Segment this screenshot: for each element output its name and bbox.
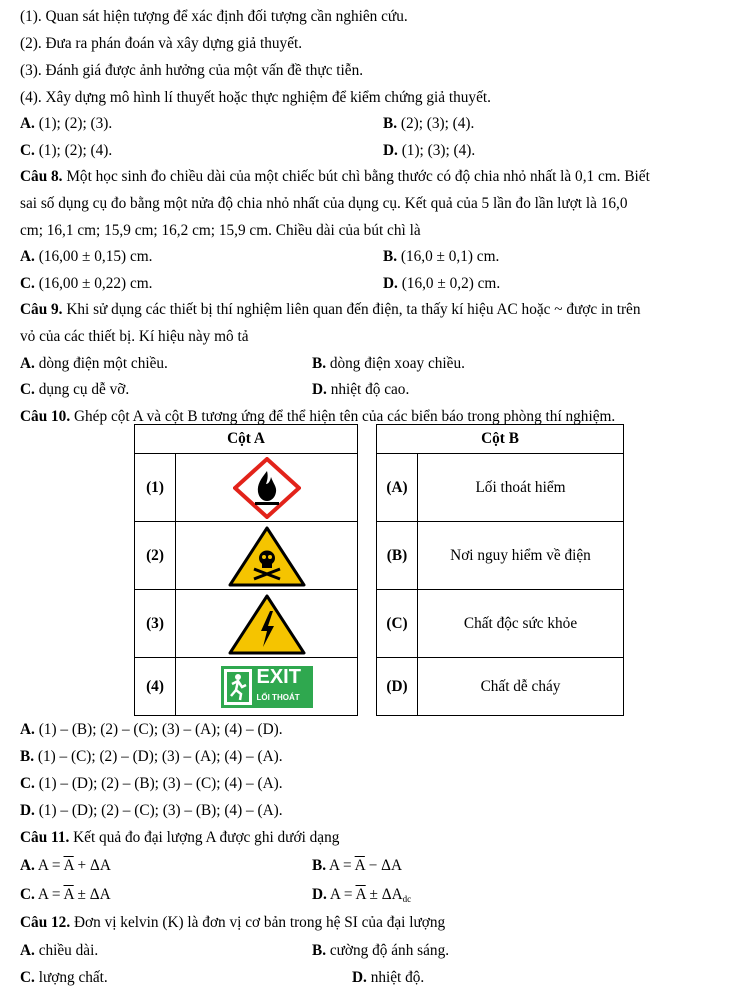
option-c: C. (1); (2); (4). bbox=[20, 142, 113, 159]
question-9: Câu 9. Khi sử dụng các thiết bị thí nghiệm liên quan đến điện, ta thấy kí hiệu AC hoặc ~ được in trên bbox=[20, 301, 641, 318]
question-10: Câu 10. Ghép cột A và cột B tương ứng để thể hiện tên của các biển báo trong phòng thí nghiệm. bbox=[20, 408, 616, 425]
q12-option-d: D. nhiệt độ. bbox=[352, 969, 425, 986]
skull-toxic-sign-icon bbox=[228, 525, 306, 587]
row-a-3-label: (3) bbox=[135, 590, 176, 658]
question-12: Câu 12. Đơn vị kelvin (K) là đơn vị cơ bản trong hệ SI của đại lượng bbox=[20, 914, 446, 931]
q12-option-b: B. cường độ ánh sáng. bbox=[312, 942, 450, 959]
option-d: D. (1); (3); (4). bbox=[383, 142, 476, 159]
question-8-line-3: cm; 16,1 cm; 15,9 cm; 16,2 cm; 15,9 cm. Chiều dài của bút chì là bbox=[20, 222, 421, 239]
exit-sign-cell bbox=[176, 658, 358, 716]
exit-sign-text: EXIT bbox=[256, 665, 301, 688]
q11-option-b: B. $A = \overline{A} - \Delta A$ bbox=[312, 857, 403, 874]
row-b-4-key: (D) bbox=[377, 658, 418, 716]
exit-sign-subtext: LỐI THOÁT bbox=[256, 692, 300, 702]
q8-option-d: D. (16,0 ± 0,2) cm. bbox=[383, 275, 501, 292]
q12-option-a: A. chiều dài. bbox=[20, 942, 99, 959]
high-voltage-sign-icon bbox=[228, 593, 306, 655]
running-man-icon bbox=[223, 668, 253, 706]
option-a: A. (1); (2); (3). bbox=[20, 115, 113, 132]
row-b-1-key: (A) bbox=[377, 454, 418, 522]
list-item-2: (2). Đưa ra phán đoán và xây dựng giả thuyết. bbox=[20, 35, 303, 52]
q11-option-d: D. $A = \overline{A} \pm \Delta A_{dc}$ bbox=[312, 886, 412, 904]
row-b-2-key: (B) bbox=[377, 522, 418, 590]
q11-option-a: A. $A = \overline{A} + \Delta A$ bbox=[20, 857, 111, 874]
option-b: B. (2); (3); (4). bbox=[383, 115, 475, 132]
row-a-4-label: (4) bbox=[135, 658, 176, 716]
row-a-2-label: (2) bbox=[135, 522, 176, 590]
q12-option-c: C. lượng chất. bbox=[20, 969, 108, 986]
row-b-3-text: Chất độc sức khỏe bbox=[418, 590, 624, 658]
row-b-1-text: Lối thoát hiểm bbox=[418, 454, 624, 522]
column-a-header: Cột A bbox=[135, 425, 358, 454]
column-b-table bbox=[376, 424, 624, 716]
question-8-line-2: sai số dụng cụ đo bằng một nửa độ chia nhỏ nhất của dụng cụ. Kết quả của 5 lần đo lần lượt là 16,0 bbox=[20, 195, 628, 212]
q8-option-c: C. (16,00 ± 0,22) cm. bbox=[20, 275, 153, 292]
question-11: Câu 11. Kết quả đo đại lượng A được ghi dưới dạng bbox=[20, 829, 340, 846]
q9-option-a: A. dòng điện một chiều. bbox=[20, 355, 168, 372]
list-item-3: (3). Đánh giá được ảnh hưởng của một vấn đề thực tiễn. bbox=[20, 62, 364, 79]
row-a-1-label: (1) bbox=[135, 454, 176, 522]
q11-option-c: C. $A = \overline{A} \pm \Delta A$ bbox=[20, 886, 111, 903]
row-b-3-key: (C) bbox=[377, 590, 418, 658]
row-b-2-text: Nơi nguy hiểm về điện bbox=[418, 522, 624, 590]
q8-option-b: B. (16,0 ± 0,1) cm. bbox=[383, 248, 500, 265]
list-item-1: (1). Quan sát hiện tượng để xác định đối tượng cần nghiên cứu. bbox=[20, 8, 408, 25]
toxic-sign-cell bbox=[176, 522, 358, 590]
q10-option-a: A. (1) – (B); (2) – (C); (3) – (A); (4) – (D). bbox=[20, 721, 283, 738]
q10-option-b: B. (1) – (C); (2) – (D); (3) – (A); (4) – (A). bbox=[20, 748, 283, 765]
question-9-line-2: vỏ của các thiết bị. Kí hiệu này mô tả bbox=[20, 328, 249, 345]
exit-sign-icon bbox=[221, 666, 313, 708]
question-8: Câu 8. Một học sinh đo chiều dài của một chiếc bút chì bằng thước có độ chia nhỏ nhất là 0,1 cm. Biết bbox=[20, 168, 650, 185]
list-item-4: (4). Xây dựng mô hình lí thuyết hoặc thực nghiệm để kiểm chứng giả thuyết. bbox=[20, 89, 491, 106]
q9-option-c: C. dụng cụ dễ vỡ. bbox=[20, 381, 130, 398]
electric-sign-cell bbox=[176, 590, 358, 658]
column-b-header: Cột B bbox=[377, 425, 624, 454]
q8-option-a: A. (16,00 ± 0,15) cm. bbox=[20, 248, 153, 265]
q9-option-d: D. nhiệt độ cao. bbox=[312, 381, 410, 398]
column-a-table bbox=[134, 424, 358, 716]
q10-option-d: D. (1) – (D); (2) – (C); (3) – (B); (4) – (A). bbox=[20, 802, 283, 819]
q10-option-c: C. (1) – (D); (2) – (B); (3) – (C); (4) – (A). bbox=[20, 775, 283, 792]
q9-option-b: B. dòng điện xoay chiều. bbox=[312, 355, 465, 372]
row-b-4-text: Chất dễ cháy bbox=[418, 658, 624, 716]
flammable-sign-icon bbox=[233, 457, 301, 519]
flammable-sign-cell bbox=[176, 454, 358, 522]
